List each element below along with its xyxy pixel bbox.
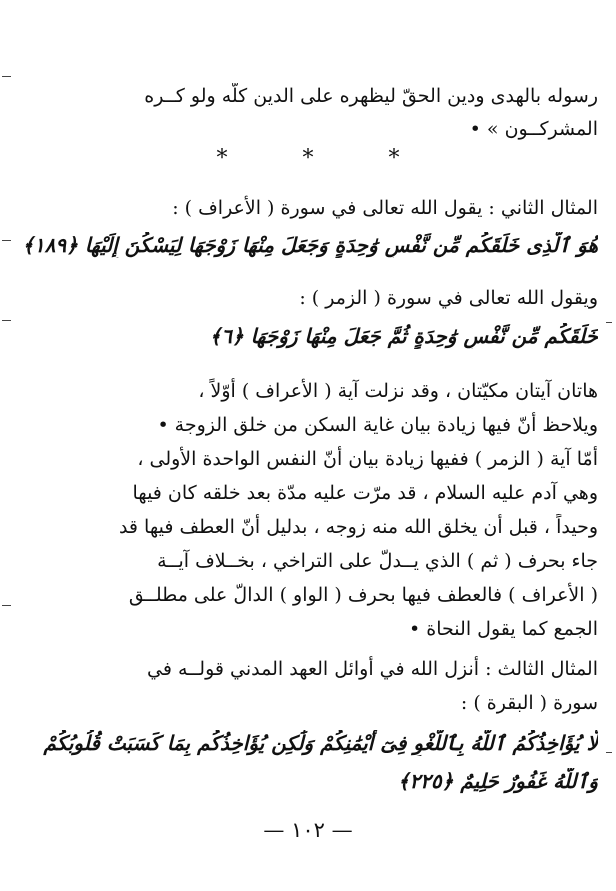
- text-line-9: أمّا آية ( الزمر ) ففيها زيادة بيان أنّ النفس الواحدة الأولى ،: [137, 448, 598, 470]
- text-line-zumar-intro: ويقول الله تعالى في سورة ( الزمر ) :: [299, 287, 598, 309]
- quran-verse-araf: هُوَ ٱلَّذِى خَلَقَكُم مِّن نَّفْسٍ وَٰحِدَةٍ وَجَعَلَ مِنْهَا زَوْجَهَا لِيَسْكُنَ إِلَيْهَا ﴿١٨٩﴾: [22, 233, 598, 257]
- margin-mark: [2, 605, 11, 606]
- margin-mark: [2, 76, 11, 77]
- margin-mark: [606, 752, 612, 753]
- text-line-14: الجمع كما يقول النحاة •: [409, 618, 598, 640]
- margin-mark: [606, 322, 612, 323]
- text-line-2: المشركــون » •: [469, 118, 598, 140]
- margin-mark: [2, 320, 11, 321]
- text-line-12: جاء بحرف ( ثم ) الذي يــدلّ على التراخي ، بخــلاف آيــة: [157, 550, 598, 572]
- margin-mark: [2, 240, 11, 241]
- text-line-baqara-intro: سورة ( البقرة ) :: [460, 692, 598, 714]
- section-separator: * * *: [216, 146, 434, 171]
- quran-verse-zumar: خَلَقَكُم مِّن نَّفْسٍ وَٰحِدَةٍ ثُمَّ جَعَلَ مِنْهَا زَوْجَهَا ﴿٦﴾: [209, 324, 598, 348]
- text-line-7: هاتان آيتان مكيّتان ، وقد نزلت آية ( الأعراف ) أوّلاً ،: [198, 380, 598, 402]
- text-line-10: وهي آدم عليه السلام ، قد مرّت عليه مدّة بعد خلقه كان فيها: [132, 482, 598, 504]
- example-three-heading: المثال الثالث : أنزل الله في أوائل العهد المدني قولــه في: [147, 658, 598, 680]
- text-line-11: وحيداً ، قبل أن يخلق الله منه زوجه ، بدليل أنّ العطف فيها قد: [118, 516, 598, 538]
- text-line-8: ويلاحظ أنّ فيها زيادة بيان غاية السكن من خلق الزوجة •: [157, 414, 598, 436]
- text-line-1: رسوله بالهدى ودين الحقّ ليظهره على الدين كلّه ولو كــره: [144, 85, 598, 107]
- text-line-13: ( الأعراف ) فالعطف فيها بحرف ( الواو ) الدالّ على مطلــق: [128, 584, 598, 606]
- quran-verse-baqara-1: لَّا يُؤَاخِذُكُمُ ٱللَّهُ بِٱللَّغْوِ فِىٓ أَيْمَٰنِكُمْ وَلَٰكِن يُؤَاخِذُكُم بِمَا كَسَبَتْ قُلُوبُكُمْ: [43, 731, 598, 755]
- example-two-heading: المثال الثاني : يقول الله تعالى في سورة ( الأعراف ) :: [172, 197, 598, 219]
- quran-verse-baqara-2: وَٱللَّهُ غَفُورٌ حَلِيمٌ ﴿٢٢٥﴾: [397, 769, 598, 793]
- page-number: — ١٠٢ —: [263, 818, 353, 842]
